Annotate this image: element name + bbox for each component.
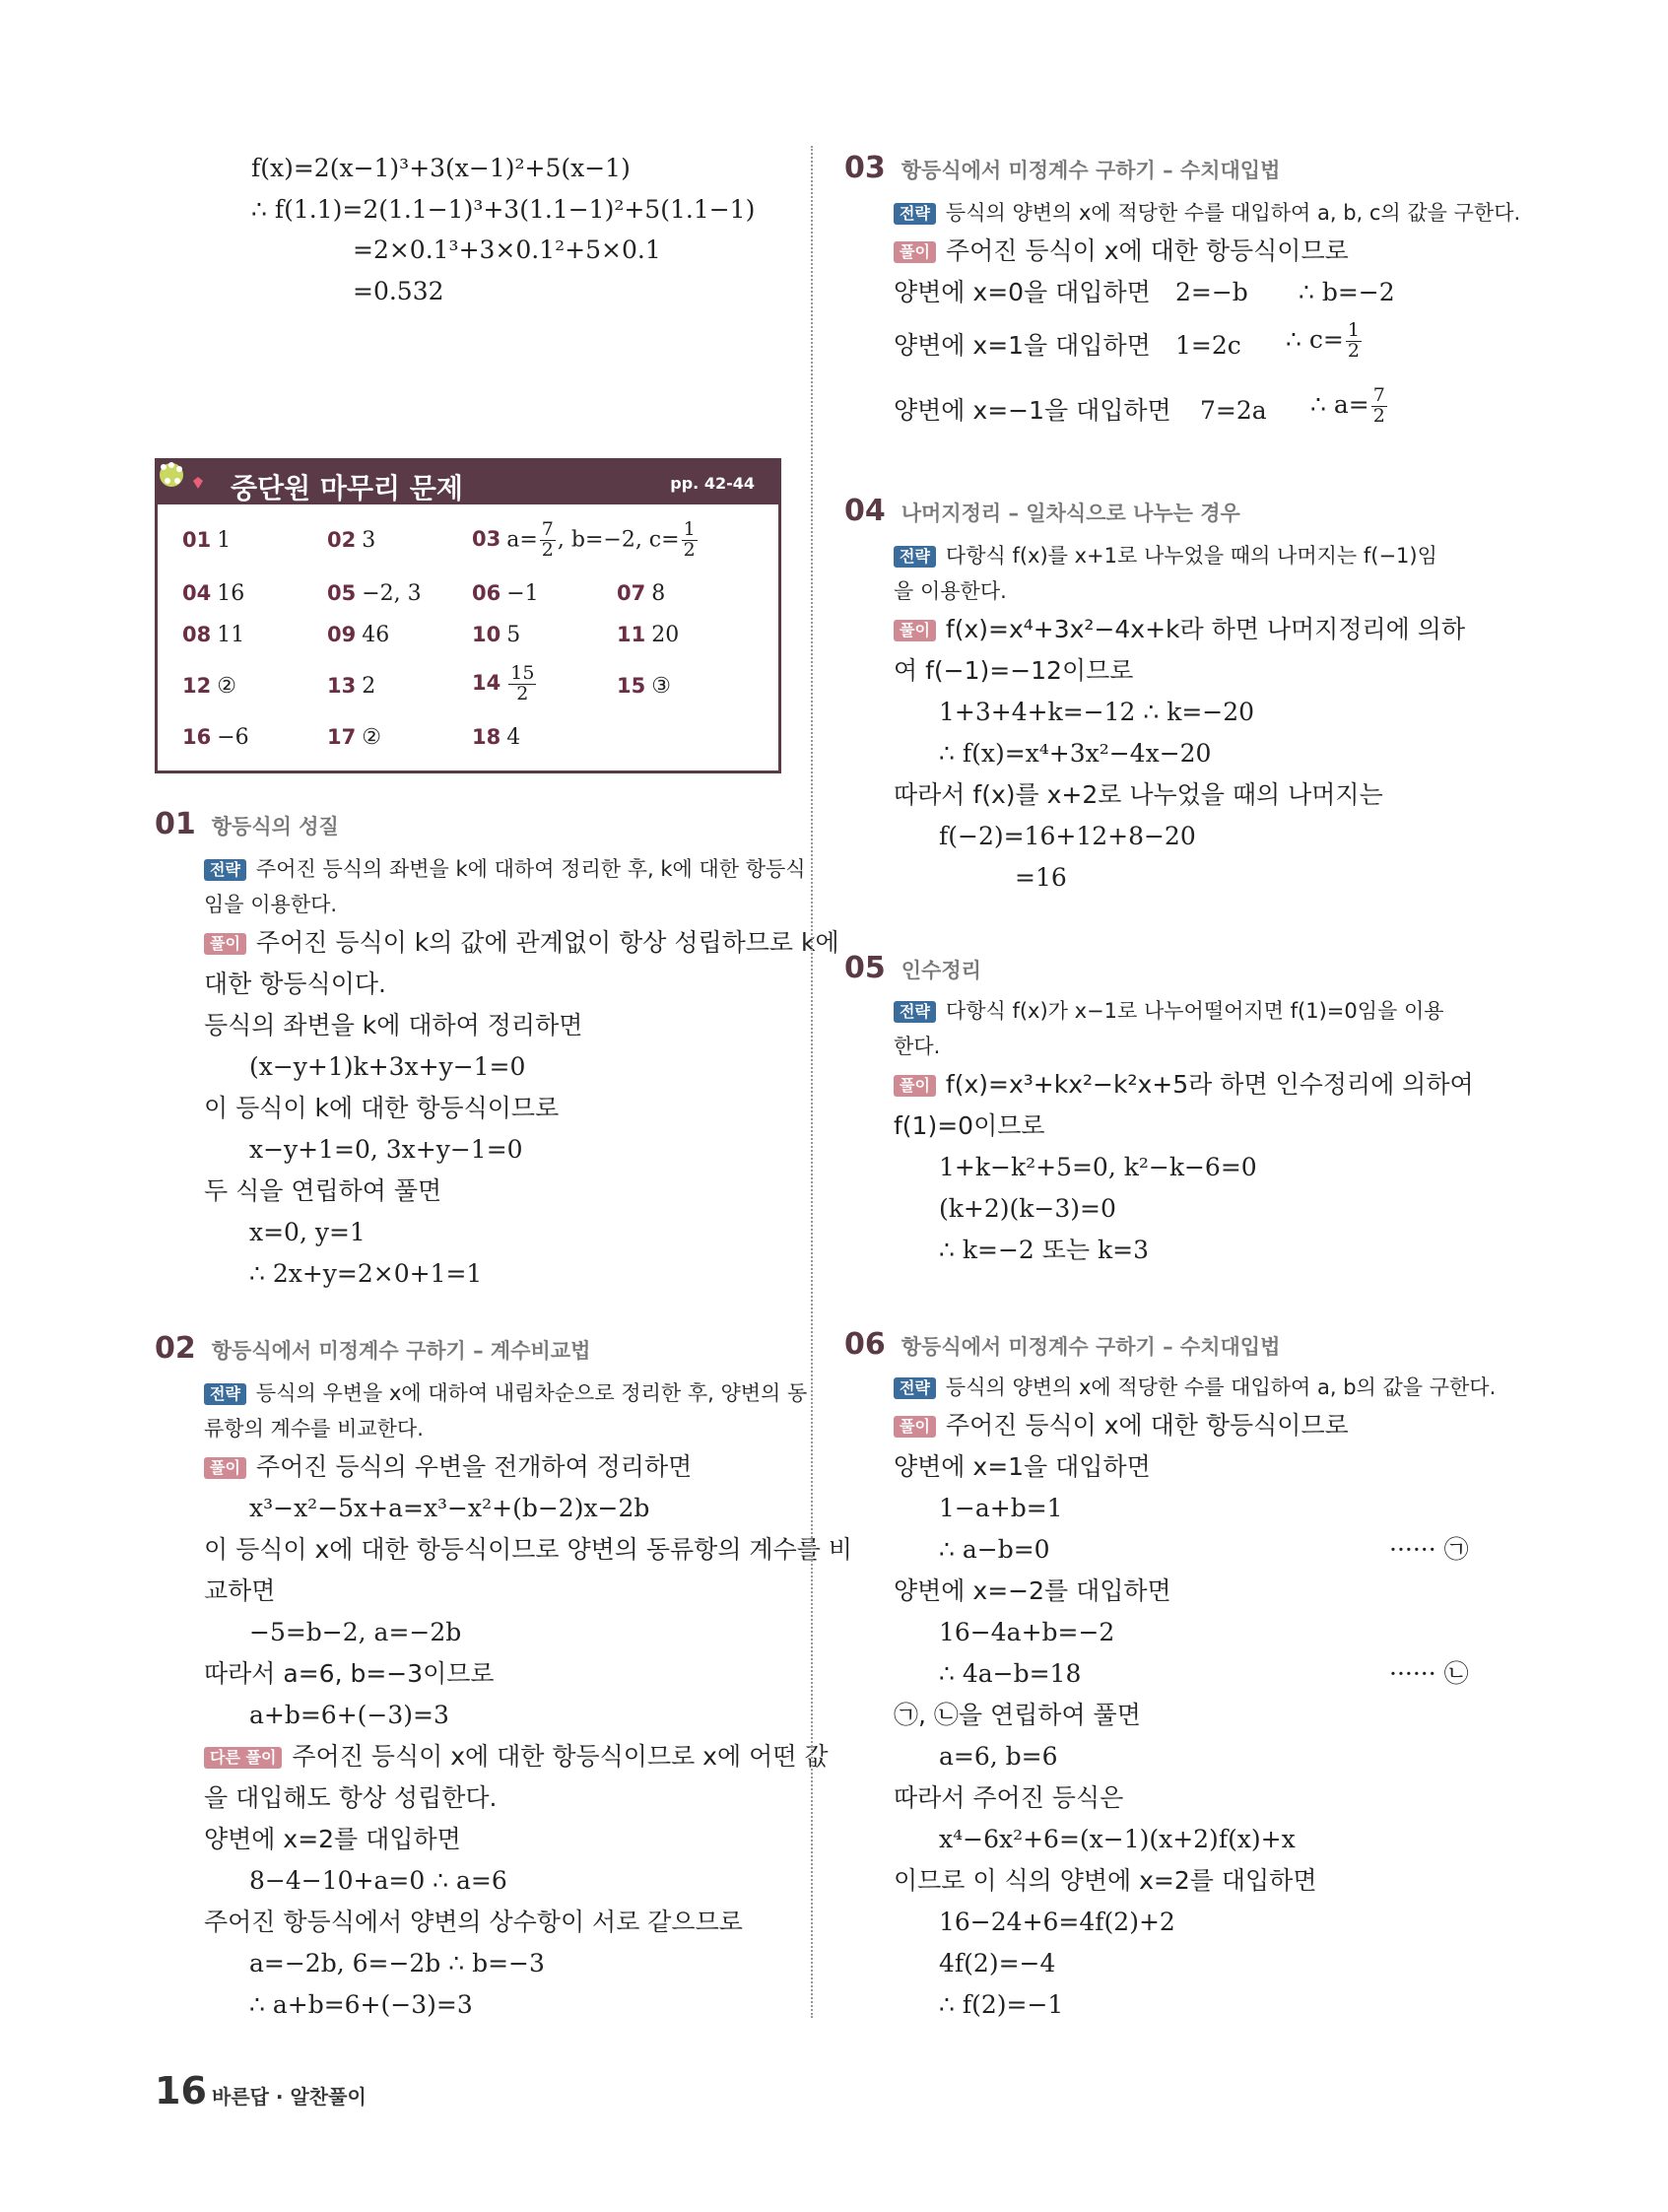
- solution-tag: 풀이: [204, 1457, 246, 1479]
- answer-item: 09 46: [327, 623, 390, 647]
- problem-number: 05: [844, 951, 886, 985]
- solution-line: −5=b−2, a=−2b: [249, 1618, 462, 1646]
- problem-number: 01: [155, 807, 196, 841]
- solution-line: 1=2c: [1175, 331, 1241, 360]
- solution-line: 대한 항등식이다.: [204, 970, 386, 998]
- solution-line: 양변에 x=1을 대입하면: [894, 331, 1151, 360]
- answer-item: 02 3: [327, 528, 376, 553]
- calc-line: f(x)=2(x−1)³+3(x−1)²+5(x−1): [251, 154, 631, 182]
- solution-line: ∴ a= $\frac{7}{2}$: [1310, 384, 1385, 427]
- solution-line: 이 등식이 x에 대한 항등식이므로 양변의 동류항의 계수를 비: [204, 1535, 852, 1564]
- solution-line: 1+3+4+k=−12 ∴ k=−20: [939, 698, 1255, 726]
- answer-item: 14 $\frac{15}{2}$: [472, 662, 535, 704]
- calc-line: =0.532: [353, 277, 444, 305]
- strategy-line: 전략 등식의 우변을 x에 대하여 내림차순으로 정리한 후, 양변의 동: [204, 1383, 807, 1405]
- solution-line: 풀이 주어진 등식이 x에 대한 항등식이므로: [894, 238, 1349, 263]
- alt-solution-line: 8−4−10+a=0 ∴ a=6: [249, 1866, 507, 1895]
- alt-solution-line: 주어진 항등식에서 양변의 상수항이 서로 같으므로: [204, 1908, 743, 1936]
- solution-line: 양변에 x=−2를 대입하면: [894, 1576, 1171, 1605]
- solution-line: 양변에 x=−1을 대입하면: [894, 396, 1171, 425]
- solution-line: ∴ f(2)=−1: [939, 1990, 1064, 2019]
- answer-item: 17 ②: [327, 725, 381, 750]
- strategy-tag: 전략: [894, 546, 936, 568]
- solution-line: 등식의 좌변을 k에 대하여 정리하면: [204, 1011, 583, 1039]
- solution-line: x−y+1=0, 3x+y−1=0: [249, 1135, 523, 1164]
- page-number: 16: [155, 2069, 207, 2112]
- solution-line: 따라서 f(x)를 x+2로 나누었을 때의 나머지는: [894, 780, 1383, 809]
- solution-line: 여 f(−1)=−12이므로: [894, 656, 1134, 685]
- solution-line: f(1)=0이므로: [894, 1111, 1045, 1140]
- solution-line: ㉠, ㉡을 연립하여 풀면: [894, 1701, 1141, 1729]
- answer-item: 03 a= $\frac{7}{2}$ , b=−2, c= $\frac{1}{2}$: [472, 518, 696, 561]
- problem-title: 항등식의 성질: [211, 815, 339, 838]
- solution-line: 7=2a: [1200, 396, 1267, 425]
- problem-number: 02: [155, 1331, 196, 1366]
- solution-line: 2=−b: [1175, 278, 1248, 306]
- solution-line: 양변에 x=0을 대입하면: [894, 278, 1151, 306]
- equation-marker: ······ ㉡: [1389, 1659, 1469, 1688]
- solution-line: 16−24+6=4f(2)+2: [939, 1908, 1175, 1936]
- solution-line: 따라서 a=6, b=−3이므로: [204, 1659, 495, 1688]
- solution-line: a+b=6+(−3)=3: [249, 1701, 449, 1729]
- solution-line: 16−4a+b=−2: [939, 1618, 1115, 1646]
- strategy-line: 전략 다항식 f(x)가 x−1로 나누어떨어지면 f(1)=0임을 이용: [894, 1001, 1444, 1023]
- solution-line: ∴ 2x+y=2×0+1=1: [249, 1259, 483, 1288]
- answer-item: 15 ③: [617, 674, 671, 699]
- problem-number: 03: [844, 151, 886, 185]
- solution-line: 풀이 f(x)=x³+kx²−k²x+5라 하면 인수정리에 의하여: [894, 1072, 1474, 1097]
- solution-line: 1−a+b=1: [939, 1494, 1063, 1522]
- solution-line: ∴ c= $\frac{1}{2}$: [1286, 319, 1360, 362]
- solution-line: 교하면: [204, 1576, 276, 1605]
- solution-line: (k+2)(k−3)=0: [939, 1194, 1116, 1223]
- solution-tag: 풀이: [204, 933, 246, 955]
- footer-label: 바른답 · 알찬풀이: [212, 2085, 367, 2109]
- strategy-tag: 전략: [894, 1001, 936, 1023]
- strategy-line: 전략 등식의 양변의 x에 적당한 수를 대입하여 a, b, c의 값을 구한다.: [894, 203, 1520, 225]
- solution-tag: 풀이: [894, 1416, 936, 1438]
- solution-line: x³−x²−5x+a=x³−x²+(b−2)x−2b: [249, 1494, 650, 1522]
- answer-item: 06 −1: [472, 581, 539, 606]
- answer-item: 12 ②: [182, 674, 236, 699]
- solution-line: 1+k−k²+5=0, k²−k−6=0: [939, 1153, 1257, 1181]
- strategy-line: 전략 주어진 등식의 좌변을 k에 대하여 정리한 후, k에 대한 항등식: [204, 859, 806, 881]
- calc-line: =2×0.1³+3×0.1²+5×0.1: [353, 235, 661, 264]
- alt-solution-line: 양변에 x=2를 대입하면: [204, 1825, 461, 1853]
- problem-title: 인수정리: [901, 959, 981, 982]
- solution-line: 4f(2)=−4: [939, 1949, 1056, 1977]
- answer-item: 07 8: [617, 581, 666, 606]
- solution-line: 양변에 x=1을 대입하면: [894, 1452, 1151, 1481]
- strategy-tag: 전략: [894, 203, 936, 225]
- solution-tag: 풀이: [894, 1075, 936, 1097]
- problem-number: 06: [844, 1327, 886, 1362]
- strategy-line: 전략 다항식 f(x)를 x+1로 나누었을 때의 나머지는 f(−1)임: [894, 546, 1437, 568]
- unit-review-answer-box: [155, 458, 781, 773]
- solution-line: (x−y+1)k+3x+y−1=0: [249, 1052, 526, 1081]
- answer-item: 16 −6: [182, 725, 249, 750]
- problem-number: 04: [844, 494, 886, 528]
- solution-line: x=0, y=1: [249, 1218, 366, 1246]
- strategy-line: 한다.: [894, 1035, 941, 1058]
- strategy-line: 류항의 계수를 비교한다.: [204, 1417, 424, 1441]
- alt-solution-tag: 다른 풀이: [204, 1747, 282, 1769]
- answer-item: 05 −2, 3: [327, 581, 422, 606]
- solution-line: 풀이 주어진 등식의 우변을 전개하여 정리하면: [204, 1454, 692, 1479]
- answer-item: 08 11: [182, 623, 245, 647]
- box-pages: pp. 42-44: [670, 474, 755, 493]
- solution-line: a=6, b=6: [939, 1742, 1058, 1771]
- strategy-line: 을 이용한다.: [894, 579, 1007, 603]
- solution-line: 이 등식이 k에 대한 항등식이므로: [204, 1094, 560, 1122]
- solution-line: ∴ 4a−b=18: [939, 1659, 1082, 1688]
- answer-item: 13 2: [327, 674, 376, 699]
- strategy-tag: 전략: [894, 1377, 936, 1399]
- solution-line: 따라서 주어진 등식은: [894, 1783, 1124, 1812]
- problem-title: 나머지정리 – 일차식으로 나누는 경우: [901, 502, 1240, 525]
- box-title: 중단원 마무리 문제: [231, 472, 463, 504]
- strategy-tag: 전략: [204, 859, 246, 881]
- solution-line: 풀이 주어진 등식이 k의 값에 관계없이 항상 성립하므로 k에: [204, 930, 839, 955]
- solution-line: f(−2)=16+12+8−20: [939, 822, 1196, 850]
- problem-title: 항등식에서 미정계수 구하기 – 수치대입법: [901, 1335, 1281, 1359]
- answer-item: 10 5: [472, 623, 521, 647]
- solution-line: 두 식을 연립하여 풀면: [204, 1176, 442, 1205]
- solution-line: ∴ k=−2 또는 k=3: [939, 1236, 1149, 1264]
- answer-item: 11 20: [617, 623, 680, 647]
- alt-solution-line: ∴ a+b=6+(−3)=3: [249, 1990, 473, 2019]
- column-divider: [811, 146, 813, 2018]
- equation-marker: ······ ㉠: [1389, 1535, 1469, 1564]
- strategy-line: 전략 등식의 양변의 x에 적당한 수를 대입하여 a, b의 값을 구한다.: [894, 1377, 1496, 1399]
- flower-decoration-icon: [154, 455, 213, 506]
- solution-tag: 풀이: [894, 241, 936, 263]
- solution-line: ∴ a−b=0: [939, 1535, 1050, 1564]
- answer-item: 04 16: [182, 581, 245, 606]
- strategy-line: 임을 이용한다.: [204, 893, 338, 916]
- box-header: [158, 461, 778, 504]
- alt-solution-line: 다른 풀이 주어진 등식이 x에 대한 항등식이므로 x에 어떤 값: [204, 1744, 828, 1769]
- solution-tag: 풀이: [894, 620, 936, 641]
- solution-line: ∴ f(x)=x⁴+3x²−4x−20: [939, 739, 1212, 768]
- solution-line: 풀이 주어진 등식이 x에 대한 항등식이므로: [894, 1413, 1349, 1438]
- solution-line: =16: [1015, 863, 1067, 892]
- strategy-tag: 전략: [204, 1383, 246, 1405]
- calc-line: ∴ f(1.1)=2(1.1−1)³+3(1.1−1)²+5(1.1−1): [251, 195, 756, 224]
- problem-title: 항등식에서 미정계수 구하기 – 계수비교법: [211, 1339, 591, 1363]
- problem-title: 항등식에서 미정계수 구하기 – 수치대입법: [901, 159, 1281, 182]
- alt-solution-line: a=−2b, 6=−2b ∴ b=−3: [249, 1949, 545, 1977]
- alt-solution-line: 을 대입해도 항상 성립한다.: [204, 1783, 498, 1812]
- answer-item: 01 1: [182, 528, 232, 553]
- answer-item: 18 4: [472, 725, 521, 750]
- solution-line: ∴ b=−2: [1299, 278, 1395, 306]
- solution-line: 이므로 이 식의 양변에 x=2를 대입하면: [894, 1866, 1317, 1895]
- solution-line: x⁴−6x²+6=(x−1)(x+2)f(x)+x: [939, 1825, 1296, 1853]
- solution-line: 풀이 f(x)=x⁴+3x²−4x+k라 하면 나머지정리에 의하: [894, 617, 1465, 641]
